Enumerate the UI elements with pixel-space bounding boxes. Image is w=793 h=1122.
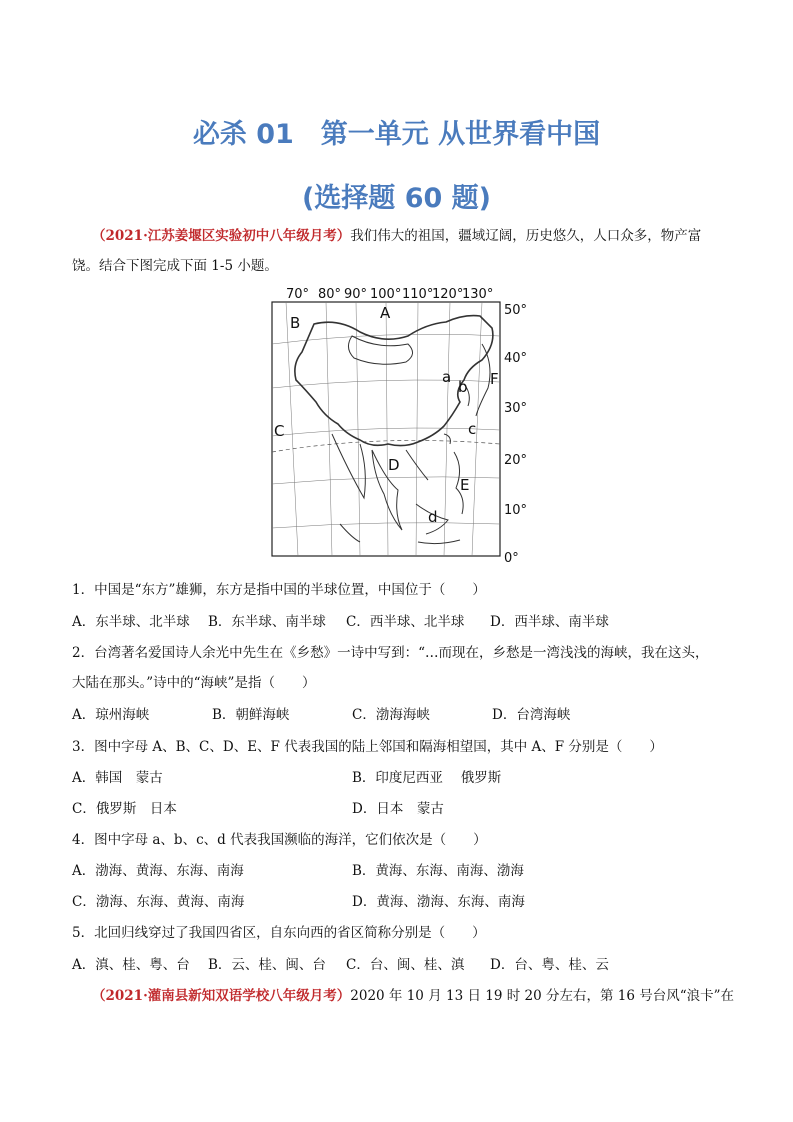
q1-option-a: A．东半球、北半球 [72, 614, 190, 630]
lon-label-110: 110° [402, 287, 434, 302]
q4-option-a: A．渤海、黄海、东海、南海 [72, 863, 244, 879]
lat-label-40: 40° [504, 351, 528, 366]
intro-paragraph [92, 226, 724, 246]
page-title: 必杀 01 第一单元 从世界看中国 [192, 119, 601, 150]
question-3-stem: 3．图中字母 A、B、C、D、E、F 代表我国的陆上邻国和隔海相望国，其中 A、F 分别是（ ） [72, 739, 663, 755]
intro-source: （2021·江苏姜堰区实验初中八年级月考） [92, 228, 351, 244]
map-letter-B: B [290, 314, 301, 332]
intro-2-source: （2021·灌南县新知双语学校八年级月考） [92, 988, 351, 1004]
map-letter-C: C [274, 422, 285, 440]
latitude-labels [504, 303, 527, 566]
map-letter-a: a [442, 368, 452, 386]
lon-label-120: 120° [432, 287, 464, 302]
q2-option-c: C．渤海海峡 [352, 707, 430, 723]
lat-label-50: 50° [504, 303, 528, 318]
q4-option-b: B．黄海、东海、南海、渤海 [352, 863, 524, 879]
question-5-stem: 5．北回归线穿过了我国四省区，自东向西的省区简称分别是（ ） [72, 925, 486, 941]
q2-option-b: B．朝鲜海峡 [212, 707, 290, 723]
q4-option-c: C．渤海、东海、黄海、南海 [72, 894, 245, 910]
q4-option-d: D．黄海、渤海、东海、南海 [352, 894, 525, 910]
q5-option-b: B．云、桂、闽、台 [208, 957, 326, 973]
q3-option-a: A．韩国 蒙古 [72, 770, 163, 786]
intro-paragraph-2 [92, 986, 735, 1006]
q3-option-d: D．日本 蒙古 [352, 801, 444, 817]
q2-option-d: D．台湾海峡 [492, 707, 571, 723]
lon-label-80: 80° [318, 287, 342, 302]
intro-2-text: 2020 年 10 月 13 日 19 时 20 分左右，第 16 号台风“浪卡”在 [350, 988, 735, 1004]
china-map-figure [268, 284, 530, 566]
lon-label-90: 90° [344, 287, 368, 302]
lon-label-70: 70° [286, 287, 310, 302]
lon-label-130: 130° [462, 287, 494, 302]
question-2-stem: 2．台湾著名爱国诗人余光中先生在《乡愁》一诗中写到：“…而现在，乡愁是一湾浅浅的海峡，我在这头， [72, 645, 709, 661]
map-letter-D: D [388, 456, 400, 474]
q1-option-d: D．西半球、南半球 [490, 614, 609, 630]
lat-label-20: 20° [504, 453, 528, 468]
map-letter-c: c [468, 420, 477, 438]
q5-option-a: A．滇、桂、粤、台 [72, 957, 190, 973]
q1-option-b: B．东半球、南半球 [208, 614, 326, 630]
question-1-stem: 1．中国是“东方”雄狮，东方是指中国的半球位置，中国位于（ ） [72, 582, 486, 598]
map-letter-F: F [490, 370, 499, 388]
intro-text-2: 饶。结合下图完成下面 1-5 小题。 [72, 258, 278, 274]
map-letter-A: A [380, 304, 391, 322]
map-letter-d: d [428, 508, 438, 526]
question-2-stem-2: 大陆在那头。”诗中的“海峡”是指（ ） [72, 675, 316, 691]
map-letter-E: E [460, 476, 470, 494]
q3-option-b: B．印度尼西亚 俄罗斯 [352, 770, 502, 786]
q2-option-a: A．琼州海峡 [72, 707, 150, 723]
q5-option-c: C．台、闽、桂、滇 [346, 957, 465, 973]
page-subtitle: (选择题 60 题) [301, 183, 492, 214]
question-4-stem: 4．图中字母 a、b、c、d 代表我国濒临的海洋，它们依次是（ ） [72, 832, 487, 848]
map-letter-b: b [458, 378, 468, 396]
lat-label-30: 30° [504, 401, 528, 416]
lat-label-0: 0° [504, 551, 519, 566]
lat-label-10: 10° [504, 503, 528, 518]
q3-option-c: C．俄罗斯 日本 [72, 801, 177, 817]
q1-option-c: C．西半球、北半球 [346, 614, 465, 630]
longitude-labels [286, 287, 493, 302]
q5-option-d: D．台、粤、桂、云 [490, 957, 609, 973]
intro-text: 我们伟大的祖国，疆域辽阔，历史悠久，人口众多，物产富 [350, 228, 702, 244]
lon-label-100: 100° [370, 287, 402, 302]
